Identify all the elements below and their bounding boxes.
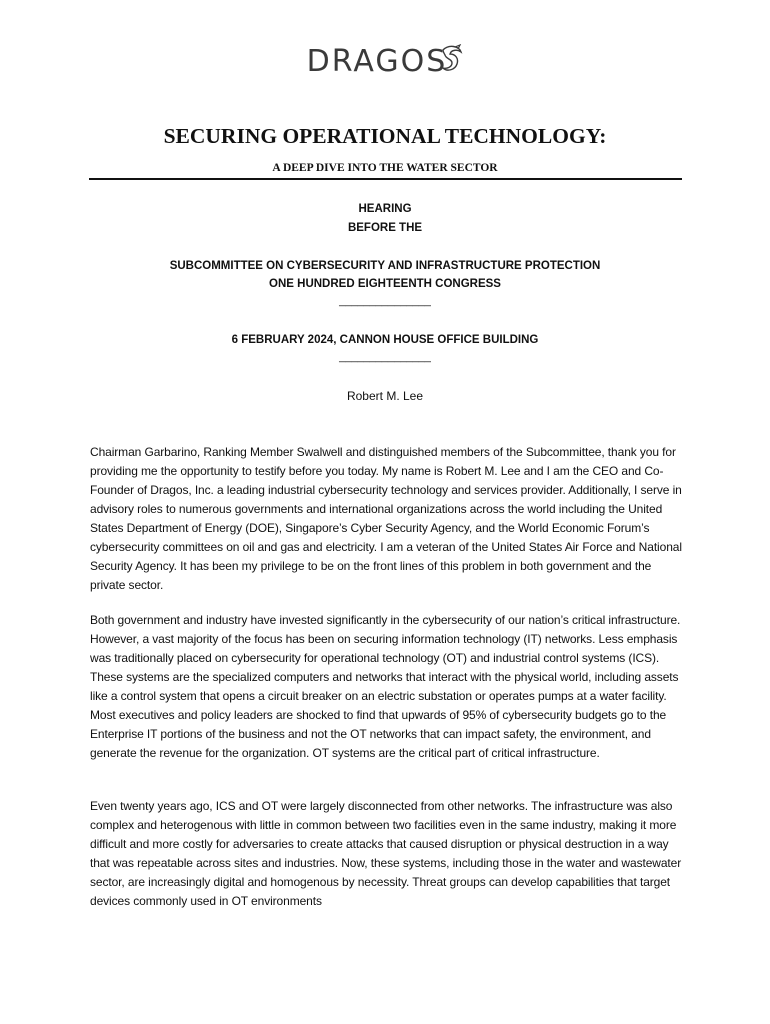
subcommittee-name: SUBCOMMITTEE ON CYBERSECURITY AND INFRASTRUCTURE PROTECTION: [169, 260, 601, 272]
document-title: SECURING OPERATIONAL TECHNOLOGY:: [163, 124, 607, 148]
dragon-icon: [441, 44, 463, 74]
hearing-date-location: 6 FEBRUARY 2024, CANNON HOUSE OFFICE BUILDING: [231, 334, 539, 346]
hearing-label: HEARING: [358, 203, 412, 215]
body-paragraph: Even twenty years ago, ICS and OT were largely disconnected from other networks. The infrastructure was also complex and heterogenous with little in common between two facilities even in the same industry, making it more difficult and more costly for adversaries to create attacks that caused disruption or physical destruction in a way that was repeatable across sites and industries. Now, these systems, including those in the water and wastewater sector, are increasingly digital and homogenous by necessity. Threat groups can develop capabilities that target devices commonly used in OT environments: [90, 799, 682, 908]
congress-name: ONE HUNDRED EIGHTEENTH CONGRESS: [269, 278, 501, 290]
body-paragraph: Both government and industry have invested significantly in the cybersecurity of our nation’s critical infrastructure. However, a vast majority of the focus has been on securing information technology (IT) networks. Less emphasis was traditionally placed on cybersecurity for operational technology (OT) and industrial control systems (ICS). These systems are the specialized computers and networks that interact with the physical world, including assets like a control system that opens a circuit breaker on an electric substation or operates pumps at a water facility. Most executives and policy leaders are shocked to find that upwards of 95% of cybersecurity budgets go to the Enterprise IT portions of the business and not the OT networks that can impact safety, the environment, and generate the revenue for the organization. OT systems are the critical part of critical infrastructure.: [90, 613, 681, 760]
title-divider: [89, 178, 682, 180]
document-subtitle: A DEEP DIVE INTO THE WATER SECTOR: [272, 162, 498, 174]
author-name: Robert M. Lee: [346, 389, 424, 403]
logo-wordmark: DRAGOS: [306, 44, 448, 79]
body-paragraph: Chairman Garbarino, Ranking Member Swalwell and distinguished members of the Subcommittee, thank you for providing me the opportunity to testify before you today. My name is Robert M. Lee and I am the CEO and Co-Founder of Dragos, Inc. a leading industrial cybersecurity technology and services provider. Additionally, I serve in advisory roles to numerous governments and international organizations across the world including the United States Department of Energy (DOE), Singapore’s Cyber Security Agency, and the World Economic Forum’s cybersecurity committees on oil and gas and electricity. I am a veteran of the United States Air Force and National Security Agency. It has been my privilege to be on the front lines of this problem in both government and the private sector.: [90, 445, 682, 592]
separator-line: _______________: [339, 295, 431, 307]
before-the-label: BEFORE THE: [347, 222, 423, 234]
separator-line: _______________: [339, 351, 431, 363]
dragos-logo: [0, 44, 770, 79]
